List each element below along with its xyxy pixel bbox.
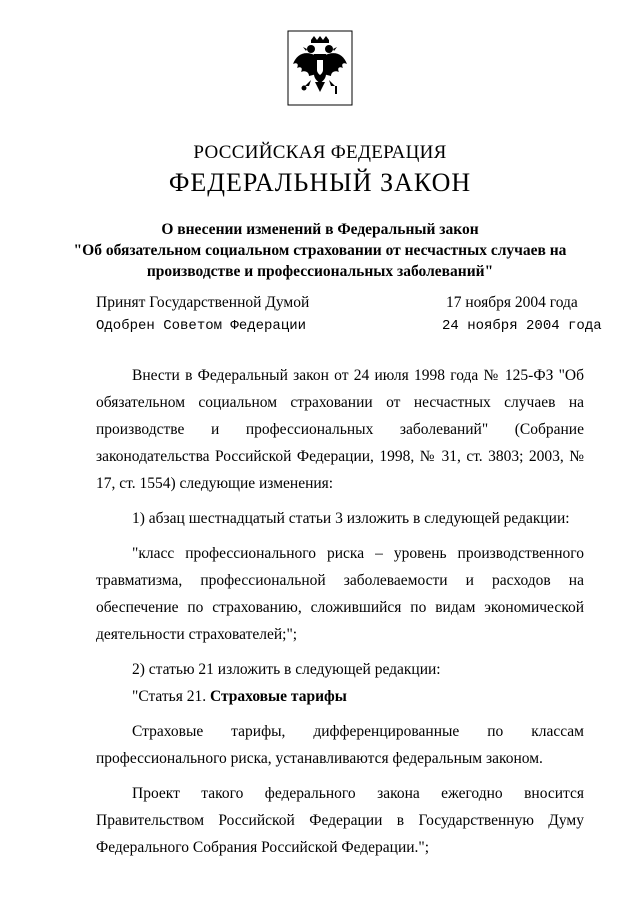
article-paragraph-2: Проект такого федерального закона ежегодно вносится Правительством Российской Федерации в Государственную Думу Федерального Собрания Российской Федерации."; [96,785,584,856]
article-heading [96,683,584,710]
council-approval-label: Одобрен Советом Федерации [96,318,307,334]
coat-of-arms-emblem [287,30,353,106]
duma-adoption-date: 17 ноября 2004 года [446,294,578,311]
law-title [60,219,580,282]
duma-adoption-label: Принят Государственной Думой [96,294,310,311]
amendment-item-1: 1) абзац шестнадцатый статьи 3 изложить в следующей редакции: [132,510,570,527]
double-headed-eagle-icon [287,30,353,106]
intro-paragraph: Внести в Федеральный закон от 24 июля 1998 года № 125-ФЗ "Об обязательном социальном страховании от несчастных случаев на производстве и профессиональных заболеваний" (Собрание законодательства Российской Федерации, 1998, № 31, ст. 3803; 2003, № 17, ст. 1554) следующие изменения: [96,367,584,492]
article-number: "Статья 21. [132,688,210,705]
law-title-line-2: "Об обязательном социальном страховании от несчастных случаев на [73,242,567,259]
amendment-item-2: 2) статью 21 изложить в следующей редакции: [132,661,441,678]
law-title-line-1: О внесении изменений в Федеральный закон [161,221,479,238]
law-body [96,362,584,861]
country-name: РОССИЙСКАЯ ФЕДЕРАЦИЯ [193,142,447,163]
council-approval-date: 24 ноября 2004 года [442,318,602,334]
article-title: Страховые тарифы [210,688,347,705]
law-title-line-3: производстве и профессиональных заболеваний" [146,263,494,280]
quoted-definition: "класс профессионального риска – уровень производственного травматизма, профессиональной заболеваемости и расходов на обеспечение по страхованию, сложившийся по видам экономической деятельности страхователей;"; [96,545,584,643]
document-type: ФЕДЕРАЛЬНЫЙ ЗАКОН [168,168,472,197]
article-paragraph-1: Страховые тарифы, дифференцированные по классам профессионального риска, устанавливаются федеральным законом. [96,723,584,767]
